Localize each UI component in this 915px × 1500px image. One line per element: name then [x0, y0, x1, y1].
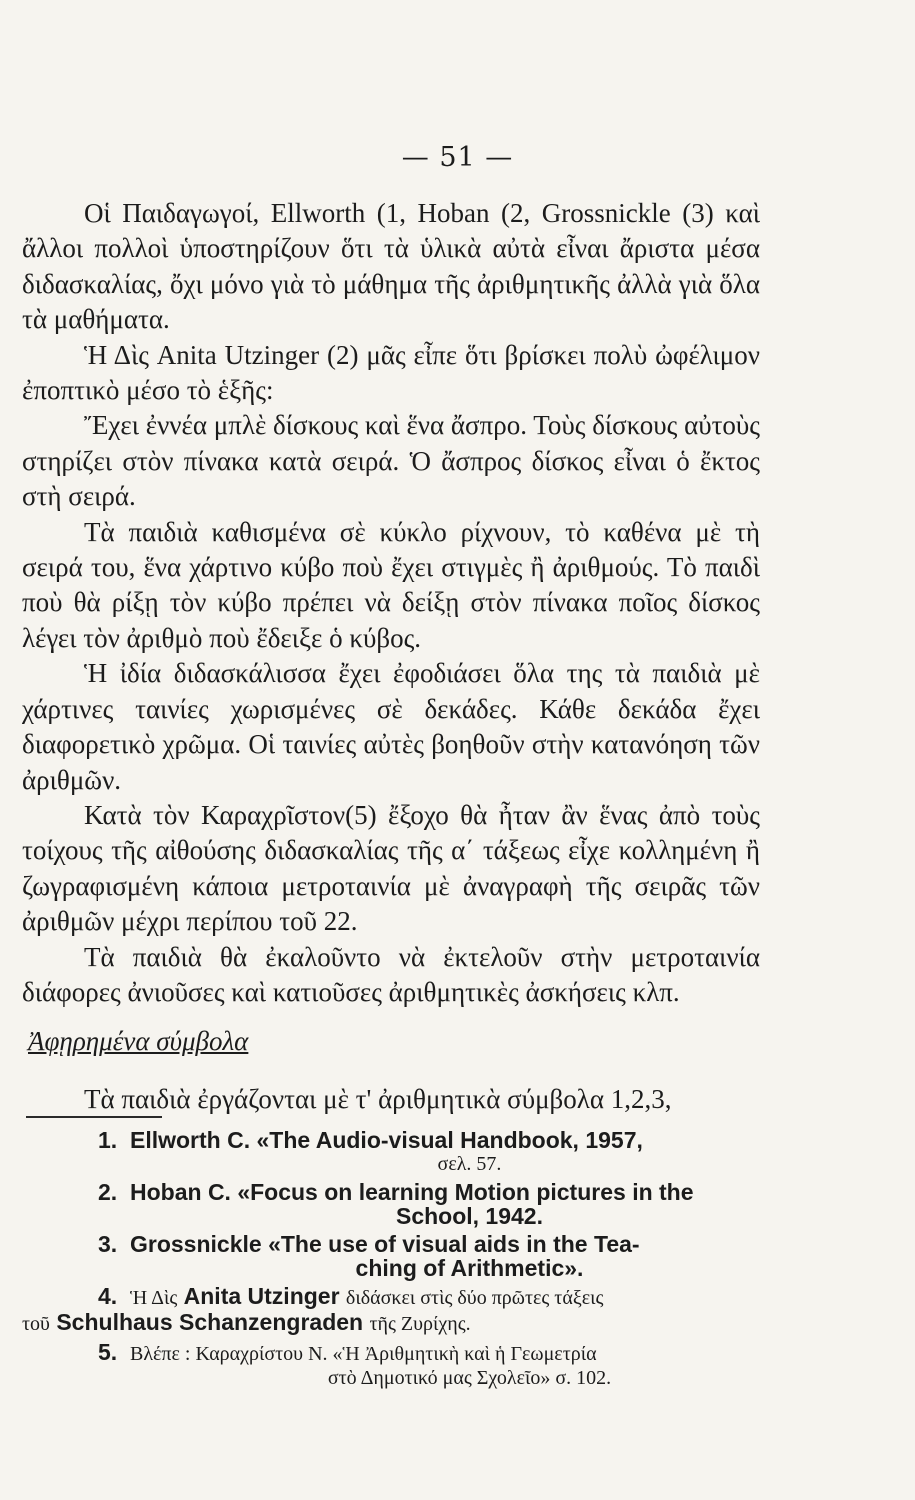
- footnote-text: τῆς Ζυρίχης.: [369, 1313, 471, 1335]
- footnote-text: Ἡ Δὶς: [130, 1287, 178, 1309]
- footnotes: [22, 1127, 763, 1394]
- footnote-continuation: στὸ Δημοτικό μας Σχολεῖο» σ. 102.: [327, 1367, 612, 1389]
- paragraph: Τὰ παιδιὰ καθισμένα σὲ κύκλο ρίχνουν, τὸ καθένα μὲ τὴ σειρά του, ἕνα χάρτινο κύβο ποὺ ἔχει στιγμὲς ἢ ἀριθμούς. Τὸ παιδὶ ποὺ θὰ ρίξῃ τὸν κύβο πρέπει νὰ δείξῃ στὸν πίνακα ποῖος δίσκος λέγει τὸν ἀριθμὸ ποὺ ἔδειξε ὁ κύβος.: [22, 516, 760, 653]
- footnote-name: Anita Utzinger: [183, 1283, 340, 1309]
- footnote-text: Hoban C. «Focus on learning Motion pictures in the: [130, 1179, 694, 1205]
- footnote-continuation: σελ. 57.: [437, 1153, 502, 1175]
- footnote-number: 4.: [98, 1283, 118, 1309]
- footnote-text: διδάσκει στὶς δύο πρῶτες τάξεις: [345, 1287, 604, 1309]
- page-number: — 51 —: [401, 142, 514, 173]
- paragraph: Οἱ Παιδαγωγοί, Ellworth (1, Hoban (2, Grossnickle (3) καὶ ἄλλοι πολλοὶ ὑποστηρίζουν ὅτι τὰ ὑλικὰ αὐτὰ εἶναι ἄριστα μέσα διδασκαλίας, ὄχι μόνο γιὰ τὸ μάθημα τῆς ἀριθμητικῆς ἀλλὰ γιὰ ὅλα τὰ μαθήματα.: [22, 198, 760, 335]
- paragraph: Ἔχει ἐννέα μπλὲ δίσκους καὶ ἕνα ἄσπρο. Τοὺς δίσκους αὐτοὺς στηρίζει στὸν πίνακα κατὰ σειρά. Ὁ ἄσπρος δίσκος εἶναι ὁ ἔκτος στὴ σειρά.: [22, 410, 760, 512]
- footnote-text: Βλέπε : Καραχρίστου Ν. «Ἡ Ἀριθμητικὴ καὶ ἡ Γεωμετρία: [130, 1343, 597, 1365]
- footnote-text: Grossnickle «The use of visual aids in the Tea-: [130, 1231, 640, 1257]
- footnote-number: 5.: [98, 1339, 118, 1365]
- footnote-number: 2.: [98, 1179, 118, 1205]
- paragraph: Τὰ παιδιὰ θὰ ἐκαλοῦντο νὰ ἐκτελοῦν στὴν μετροταινία διάφορες ἀνιοῦσες καὶ κατιοῦσες ἀριθμητικὲς ἀσκήσεις κλπ.: [22, 941, 760, 1007]
- footnote-4: [22, 1283, 763, 1336]
- footnote-1: [98, 1128, 763, 1176]
- main-text: [22, 196, 760, 1117]
- footnote-text: τοῦ: [22, 1313, 50, 1335]
- footnote-continuation: ching of Arithmetic».: [355, 1255, 584, 1281]
- section-heading: Ἀφῃρημένα σύμβολα: [28, 1026, 249, 1057]
- footnote-2: [98, 1180, 763, 1228]
- paragraph: Τὰ παιδιὰ ἐργάζονται μὲ τ' ἀριθμητικὰ σύμβολα 1,2,3,: [84, 1083, 672, 1114]
- paragraph: Κατὰ τὸν Καραχρῖστον(5) ἔξοχο θὰ ἦταν ἂν ἕνας ἀπὸ τοὺς τοίχους τῆς αἰθούσης διδασκαλίας τῆς α΄ τάξεως εἶχε κολλημένη ἢ ζωγραφισμένη κάποια μετροταινία μὲ ἀναγραφὴ τῆς σειρᾶς τῶν ἀριθμῶν μέχρι περίπου τοῦ 22.: [22, 799, 760, 937]
- footnote-3: [98, 1232, 763, 1280]
- footnote-school: Schulhaus Schanzengraden: [56, 1309, 364, 1335]
- footnote-divider: [26, 1116, 162, 1118]
- paragraph: Ἡ ἰδία διδασκάλισσα ἔχει ἐφοδιάσει ὅλα της τὰ παιδιὰ μὲ χάρτινες ταινίες χωρισμένες σὲ δεκάδες. Κάθε δεκάδα ἔχει διαφορετικὸ χρῶμα. Οἱ ταινίες αὐτὲς βοηθοῦν στὴν κατανόηση τῶν ἀριθμῶν.: [22, 658, 760, 795]
- paragraph: Ἡ Δὶς Anita Utzinger (2) μᾶς εἶπε ὅτι βρίσκει πολὺ ὠφέλιμον ἐποπτικὸ μέσο τὸ ἑξῆς:: [22, 339, 760, 406]
- footnote-continuation: School, 1942.: [395, 1203, 543, 1229]
- footnote-5: [98, 1340, 763, 1390]
- footnote-number: 1.: [98, 1127, 118, 1153]
- footnote-text: Ellworth C. «The Audio-visual Handbook, 1957,: [130, 1127, 643, 1153]
- footnote-number: 3.: [98, 1231, 118, 1257]
